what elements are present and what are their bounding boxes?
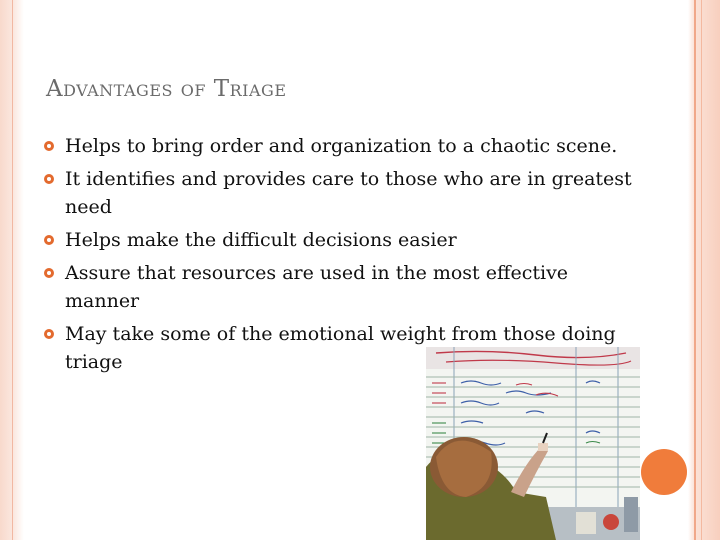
bullet-text: Helps make the difficult decisions easier	[65, 229, 457, 251]
bullet-item	[44, 259, 644, 315]
bullet-icon	[44, 141, 54, 151]
left-border-decoration	[0, 0, 24, 540]
slide-title: Advantages of Triage	[46, 76, 287, 102]
bullet-list	[44, 132, 644, 381]
bullet-text: Helps to bring order and organization to a chaotic scene.	[65, 135, 618, 157]
bullet-icon	[44, 329, 54, 339]
bullet-icon	[44, 174, 54, 184]
bullet-icon	[44, 235, 54, 245]
bullet-text: It identifies and provides care to those who are in greatest need	[65, 168, 632, 218]
right-border-decoration	[688, 0, 720, 540]
bullet-item	[44, 165, 644, 221]
bullet-item	[44, 226, 644, 254]
bullet-icon	[44, 268, 54, 278]
bullet-text: Assure that resources are used in the most effective manner	[65, 262, 569, 312]
triage-whiteboard-photo	[426, 347, 640, 540]
bullet-text: May take some of the emotional weight from those doing triage	[65, 323, 616, 373]
bullet-item	[44, 132, 644, 160]
decorative-orange-circle	[641, 449, 687, 495]
